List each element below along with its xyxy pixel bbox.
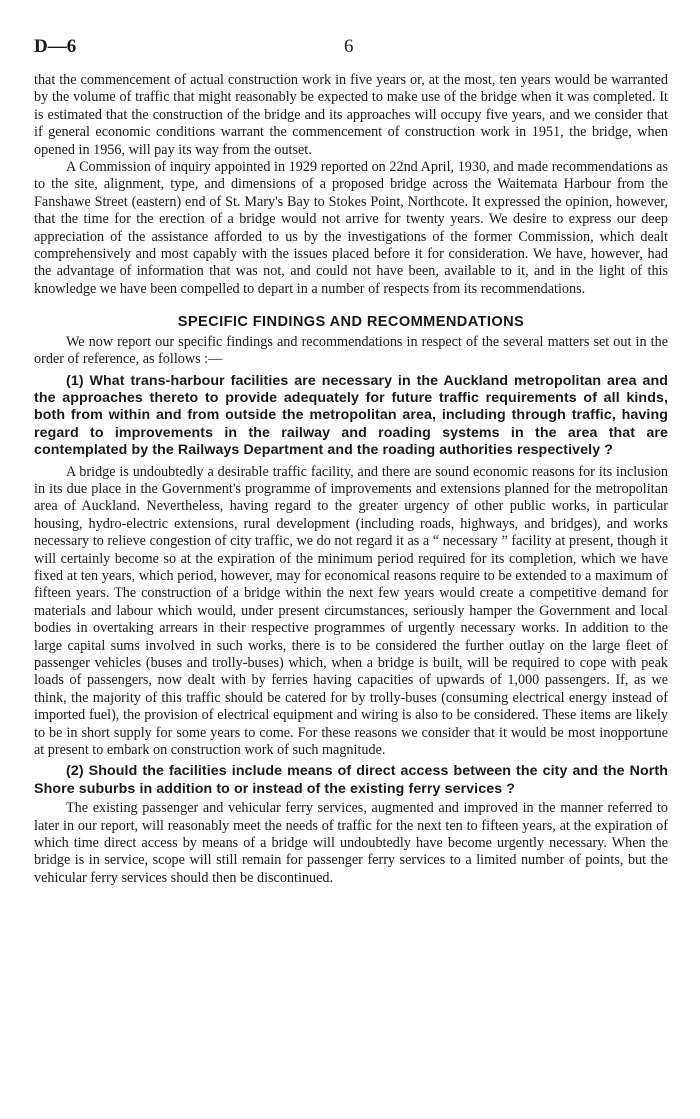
question-2: (2) Should the facilities include means of direct access between the city and the North Shore suburbs in addition to or instead of the existing ferry services ? <box>34 763 668 797</box>
answer-1: A bridge is undoubtedly a desirable traffic facility, and there are sound economic reasons for its inclusion in its due place in the Government's programme of improvements and extensions planned for the metropolitan area of Auckland. Nevertheless, having regard to the greater urgency of other public works, in particular housing, hydro-electric extensions, rural development (including roads, highways, and bridges), and works necessary to relieve congestion of city traffic, we do not regard it as a “ necessary ” facility at present, though it will certainly become so at the expiration of the minimum period required for its completion, which we have fixed at ten years, which period, however, may for economical reasons require to be extended to a maximum of fifteen years. The construction of a bridge within the next few years would create a competitive demand for materials and labour which would, under present circumstances, seriously hamper the Government and local bodies in overtaking arrears in their respective programmes of urgently necessary works. In addition to the large capital sums involved in such works, there is to be considered the further outlay on the large fleet of passenger vehicles (buses and trolly-buses) which, when a bridge is built, will be required to cope with peak loads of passengers, now dealt with by ferries having capacities of upwards of 1,000 passengers. If, as we think, the majority of this traffic should be catered for by trolly-buses (consuming electrical energy instead of imported fuel), the provision of electrical equipment and wiring is also to be considered. These items are likely to be in short supply for some years to come. For these reasons we consider that it would be most inopportune at present to embark on construction work of such magnitude. <box>34 463 668 759</box>
answer-2: The existing passenger and vehicular ferry services, augmented and improved in the manner referred to later in our report, will reasonably meet the needs of traffic for the next ten to fifteen years, at the expiration of which time direct access by means of a bridge will undoubtedly have become urgently necessary. When the bridge is in service, scope will still remain for passenger ferry services to a limited number of points, but the vehicular ferry services should then be discontinued. <box>34 800 668 886</box>
question-1: (1) What trans-harbour facilities are necessary in the Auckland metropolitan area and the approaches thereto to provide adequately for future traffic requirements of all kinds, both from within and from outside the metropolitan area, including through traffic, having regard to improvements in the railway and roading systems in the area that are contemplated by the Railways Department and the roading authorities respectively ? <box>34 372 668 459</box>
paragraph-commission-1929: A Commission of inquiry appointed in 1929 reported on 22nd April, 1930, and made recommendations as to the site, alignment, type, and dimensions of a proposed bridge across the Waitemata Harbour from the Fanshawe Street (eastern) end of St. Mary's Bay to Stokes Point, Northcote. It expressed the opinion, however, that the time for the erection of a bridge would not arrive for twenty years. We desire to express our deep appreciation of the assistance afforded to us by the investigations of the former Commission, which dealt comprehensively and most capably with the issues placed before it for consideration. We have, however, had the advantage of information that was not, and could not have been, available to it, and in the light of this knowledge we have been compelled to depart in a number of respects from its recommendations. <box>34 159 668 297</box>
section-heading: SPECIFIC FINDINGS AND RECOMMENDATIONS <box>177 314 525 331</box>
document-code: D—6 <box>34 36 77 57</box>
page-header <box>34 36 668 58</box>
document-body <box>34 72 668 887</box>
paragraph-intro-findings: We now report our specific findings and recommendations in respect of the several matters set out in the order of reference, as follows :— <box>34 333 668 368</box>
page-number: 6 <box>344 36 354 57</box>
document-page <box>34 36 668 887</box>
paragraph-continuation: that the commencement of actual construction work in five years or, at the most, ten years would be warranted by the volume of traffic that might reasonably be expected to make use of the bridge when it was completed. It is estimated that the construction of the bridge and its approaches will occupy five years, and we consider that if general economic conditions warrant the commencement of construction work in 1951, the bridge, when opened in 1956, will pay its way from the outset. <box>34 72 668 158</box>
